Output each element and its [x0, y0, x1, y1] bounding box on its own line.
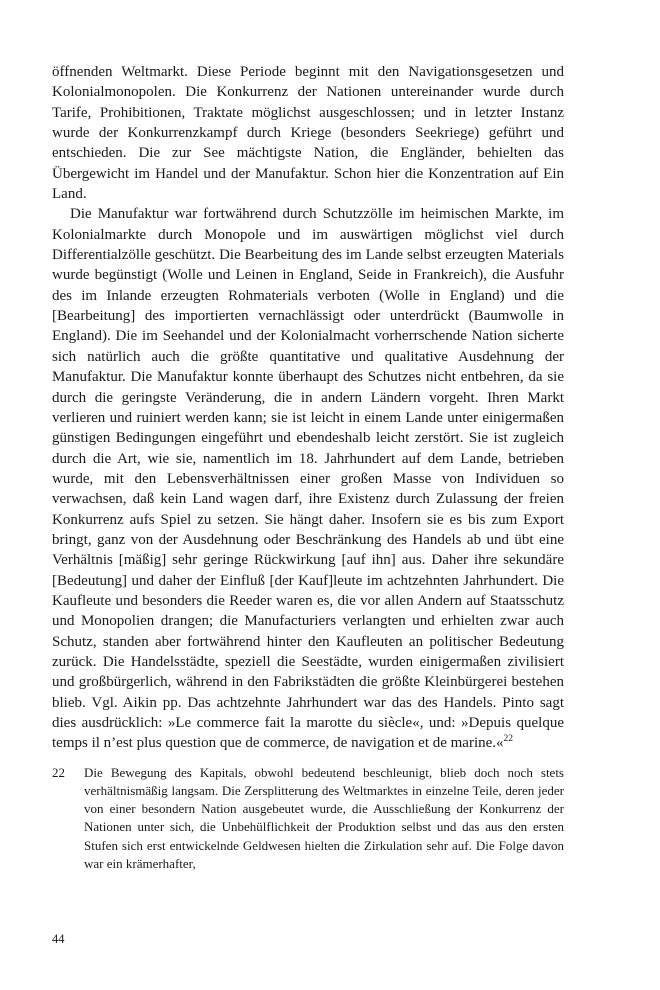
paragraph-2 [52, 204, 564, 753]
footnote-text: Die Bewegung des Kapitals, obwohl bedeutend beschleunigt, blieb doch noch stets verhältnismäßig langsam. Die Zersplitterung des Weltmarktes in einzelne Teile, deren jeder von einer besondern Nation ausgebeutet wurde, die Ausschließung der Konkurrenz der Nationen unter sich, die Unbehülflichkeit der Produktion selbst und das aus den ersten Stufen sich erst entwickelnde Geldwesen hielten die Zirkulation sehr auf. Die Folge davon war ein krämerhafter, [84, 764, 564, 871]
paragraph-2-text: Die Manufaktur war fortwährend durch Schutzzölle im heimischen Markte, im Kolonialmarkte durch Monopole und im auswärtigen möglichst viel durch Differentialzölle geschützt. Die Bearbeitung des im Lande selbst erzeugten Materials wurde begünstigt (Wolle und Leinen in England, Seide in Frankreich), die Ausfuhr des im Inlande erzeugten Rohmaterials verboten (Wolle in England) und die [Bearbeitung] des importierten vernachlässigt oder unterdrückt (Baumwolle in England). Die im Seehandel und der Kolonialmacht vorherrschende Nation sicherte sich natürlich auch die größte quantitative und qualitative Ausdehnung der Manufaktur. Die Manufaktur konnte überhaupt des Schutzes nicht entbehren, da sie durch die geringste Veränderung, die in andern Ländern vorgeht. Ihren Markt verlieren und ruiniert werden kann; sie ist leicht in einem Lande unter einigermaßen günstigen Bedingungen eingeführt und ebendeshalb leicht zerstört. Sie ist zugleich durch die Art, wie sie, namentlich im 18. Jahrhundert auf dem Lande, betrieben wurde, mit den Lebensverhältnissen einer großen Masse von Individuen so verwachsen, daß kein Land wagen darf, ihre Existenz durch Zulassung der freien Konkurrenz aufs Spiel zu setzen. Sie hängt daher. Insofern sie es bis zum Export bringt, ganz von der Ausdehnung oder Beschränkung des Handels ab und übt eine Verhältnis [mäßig] sehr geringe Rückwirkung [auf ihn] aus. Daher ihre sekundäre [Bedeutung] und daher der Einfluß [der Kauf]leute im achtzehnten Jahrhundert. Die Kaufleute und besonders die Reeder waren es, die vor allen Andern auf Staatsschutz und Monopolien drangen; die Manufacturiers verlangten und erhielten zwar auch Schutz, standen aber fortwährend hinter den Kaufleuten an politischer Bedeutung zurück. Die Handelsstädte, speziell die Seestädte, wurden einigermaßen zivilisiert und großbürgerlich, während in den Fabrikstädten die größte Kleinbürgerei bestehen blieb. Vgl. Aikin pp. Das achtzehnte Jahrhundert war das des Handels. Pinto sagt dies ausdrücklich: »Le commerce fait la marotte du siècle«, und: »Depuis quelque temps il n’est plus question que de commerce, de navigation et de marine.« [52, 206, 564, 752]
footnote-reference[interactable]: 22 [503, 734, 514, 745]
paragraph-1: öffnenden Weltmarkt. Diese Periode beginnt mit den Navigationsgesetzen und Kolonialmonopolen. Die Konkurrenz der Nationen untereinander wurde durch Tarife, Prohibitionen, Traktate möglichst ausgeschlossen; und in letzter Instanz wurde der Konkurrenzkampf durch Kriege (besonders Seekriege) geführt und entschieden. Die zur See mächtigste Nation, die Engländer, behielten das Übergewicht im Handel und der Manufaktur. Schon hier die Konzentration auf Ein Land. [52, 64, 564, 203]
body-text [52, 62, 564, 754]
page-number: 44 [52, 932, 65, 946]
footnote [52, 764, 564, 873]
footnote-number: 22 [52, 764, 65, 780]
page-content [52, 62, 564, 873]
